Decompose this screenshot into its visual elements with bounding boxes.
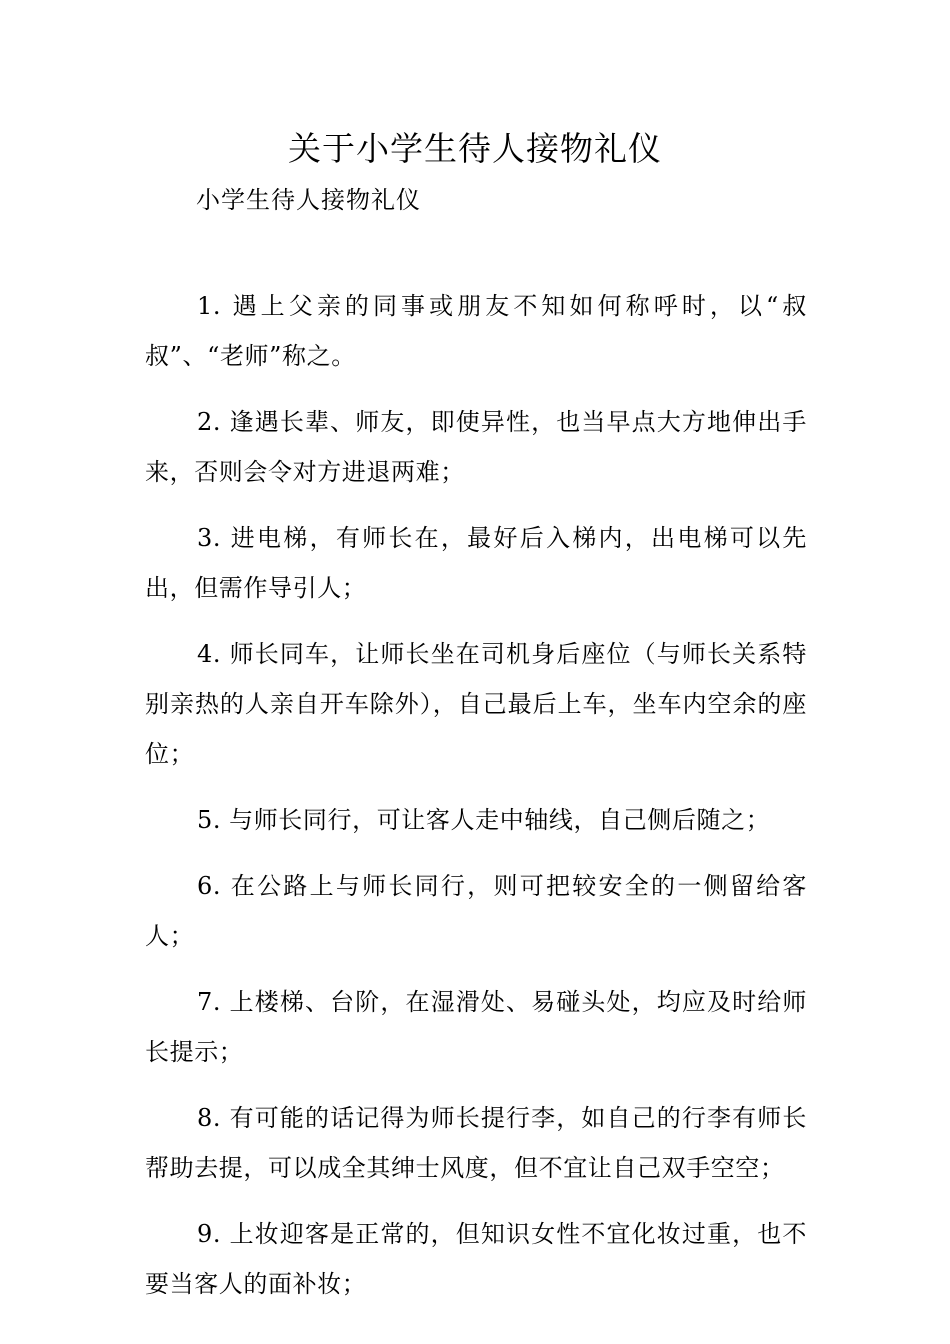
- item-number: 7.: [197, 988, 222, 1016]
- document-subtitle: 小学生待人接物礼仪: [196, 186, 421, 214]
- document-title: 关于小学生待人接物礼仪: [288, 129, 662, 168]
- item-text: 遇上父亲的同事或朋友不知如何称呼时，以“叔叔”、“老师”称之。: [145, 292, 807, 370]
- item-number: 9.: [197, 1220, 222, 1248]
- list-item: [145, 1209, 807, 1309]
- item-number: 3.: [197, 524, 222, 552]
- item-text: 进电梯，有师长在，最好后入梯内，出电梯可以先出，但需作导引人；: [145, 524, 807, 602]
- item-text: 上妆迎客是正常的，但知识女性不宜化妆过重，也不要当客人的面补妆；: [145, 1220, 807, 1298]
- list-item: [145, 795, 807, 845]
- list-item: [145, 281, 807, 381]
- list-item: [145, 861, 807, 961]
- item-number: 8.: [197, 1104, 222, 1132]
- item-text: 有可能的话记得为师长提行李，如自己的行李有师长帮助去提，可以成全其绅士风度，但不宜让自己双手空空；: [145, 1104, 807, 1182]
- item-number: 5.: [197, 806, 222, 834]
- list-item: [145, 1093, 807, 1193]
- item-number: 1.: [197, 292, 222, 320]
- item-text: 在公路上与师长同行，则可把较安全的一侧留给客人；: [145, 872, 807, 950]
- list-item: [145, 513, 807, 613]
- item-number: 2.: [197, 408, 222, 436]
- item-text: 师长同车，让师长坐在司机身后座位（与师长关系特别亲热的人亲自开车除外），自己最后上车，坐车内空余的座位；: [145, 640, 807, 768]
- item-text: 逢遇长辈、师友，即使异性，也当早点大方地伸出手来，否则会令对方进退两难；: [145, 408, 807, 486]
- list-item: [145, 977, 807, 1077]
- item-number: 6.: [197, 872, 222, 900]
- item-number: 4.: [197, 640, 222, 668]
- item-text: 与师长同行，可让客人走中轴线，自己侧后随之；: [229, 806, 771, 834]
- item-text: 上楼梯、台阶，在湿滑处、易碰头处，均应及时给师长提示；: [145, 988, 807, 1066]
- document-body: [145, 281, 807, 1325]
- list-item: [145, 397, 807, 497]
- list-item: [145, 629, 807, 779]
